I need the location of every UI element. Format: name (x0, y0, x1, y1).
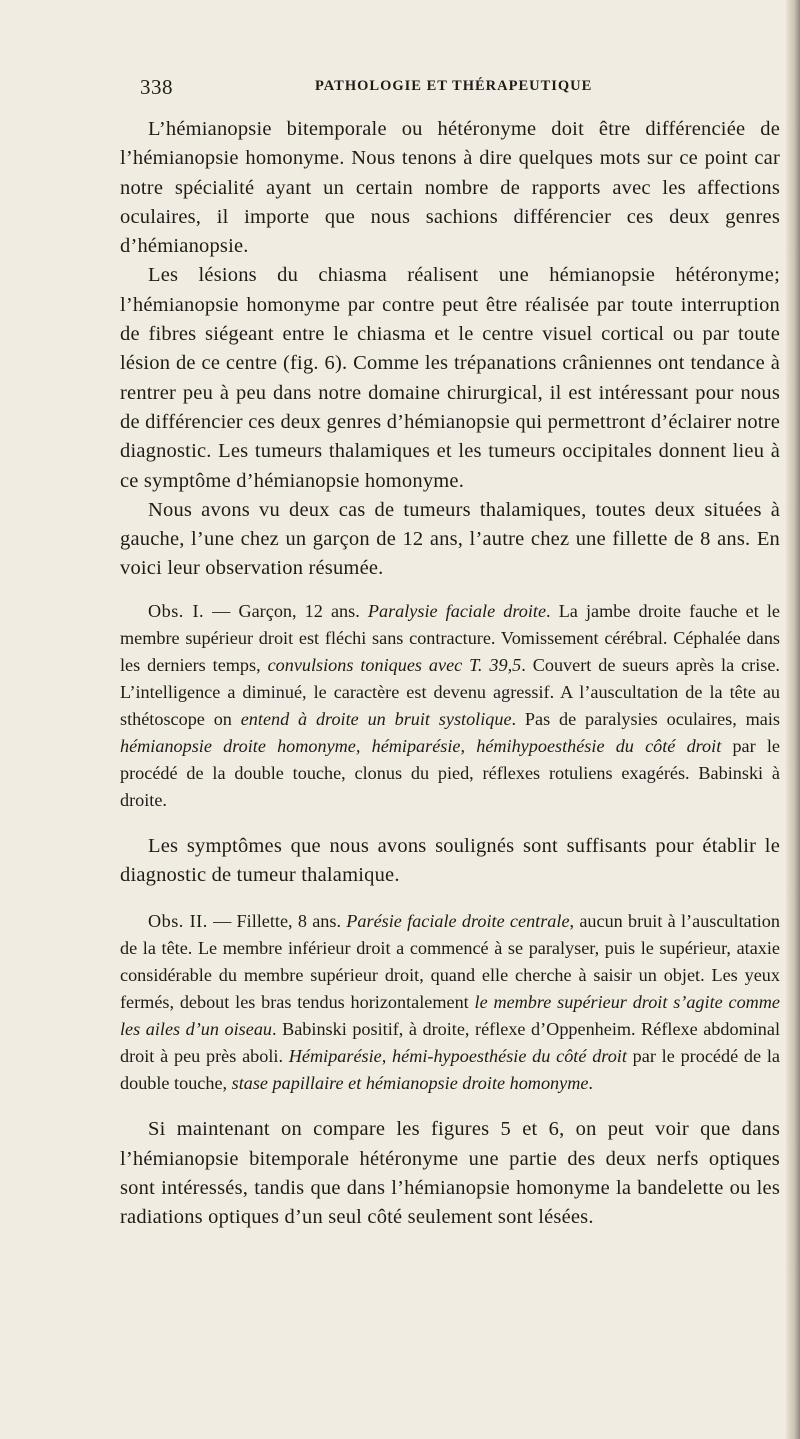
page-header (140, 75, 780, 103)
paragraph-2: Les lésions du chiasma réalisent une hémianopsie hétéronyme; l’hémianopsie homonyme par contre peut être réalisée par toute interruption de fibres siégeant entre le chiasma et le centre visuel cortical ou par toute lésion de ce centre (fig. 6). Comme les trépanations crâniennes ont tendance à rentrer peu à peu dans notre domaine chirurgical, il est intéressant pour nous de différencier ces deux genres d’hémianopsie qui permettront d’éclairer notre diagnostic. Les tumeurs thalamiques et les tumeurs occipitales donnent lieu à ce symptôme d’hémianopsie homonyme. (120, 264, 780, 492)
observation-label: Obs. I. (148, 600, 205, 621)
paragraph-5: Les symptômes que nous avons soulignés sont suffisants pour établir le diagnostic de tumeur thalamique. (120, 834, 780, 887)
observation-1: Obs. I. — Garçon, 12 ans. Paralysie faciale droite. La jambe droite fauche et le membre supérieur droit est fléchi sans contracture. Vomissement cérébral. Céphalée dans les derniers temps, convulsions toniques avec T. 39,5. Couvert de sueurs après la crise. L’intelligence a diminué, le caractère est devenu agressif. A l’auscultation de la tête au sthétoscope on entend à droite un bruit systolique. Pas de paralysies oculaires, mais hémianopsie droite homonyme, hémiparésie, hémihypoesthésie du côté droit par le procédé de la double touche, clonus du pied, réflexes rotuliens exagérés. Babinski à droite. (120, 600, 780, 810)
observation-2: Obs. II. — Fillette, 8 ans. Parésie faciale droite centrale, aucun bruit à l’auscultation de la tête. Le membre inférieur droit a commencé à se paralyser, puis le supérieur, ataxie considérable du membre supérieur droit, quand elle cherche à saisir un objet. Les yeux fermés, debout les bras tendus horizontalement le membre supérieur droit s’agite comme les ailes d’un oiseau. Babinski positif, à droite, réflexe d’Oppenheim. Réflexe abdominal droit à peu près aboli. Hémiparésie, hémi-hypoesthésie du côté droit par le procédé de la double touche, stase papillaire et hémianopsie droite homonyme. (120, 911, 781, 1094)
running-head: PATHOLOGIE ET THÉRAPEUTIQUE (315, 78, 593, 94)
observation-label: Obs. II. (148, 911, 208, 932)
paragraph-7: Si maintenant on compare les figures 5 et 6, on peut voir que dans l’hémianopsie bitemporale hétéronyme une partie des deux nerfs optiques sont intéressés, tandis que dans l’hémianopsie homonyme la bandelette ou les radiations optiques d’un seul côté seulement sont lésées. (120, 1118, 780, 1229)
page-number: 338 (140, 75, 173, 99)
page-edge (786, 0, 800, 1439)
page-content (120, 115, 780, 1233)
paragraph-1: L’hémianopsie bitemporale ou hétéronyme doit être différenciée de l’hémianopsie homonyme. Nous tenons à dire quelques mots sur ce point car notre spécialité ayant un certain nombre de rapports avec les affections oculaires, il importe que nous sachions différencier ces deux genres d’hémianopsie. (120, 118, 780, 258)
paragraph-3: Nous avons vu deux cas de tumeurs thalamiques, toutes deux situées à gauche, l’une chez un garçon de 12 ans, l’autre chez une fillette de 8 ans. En voici leur observation résumée. (120, 498, 780, 580)
